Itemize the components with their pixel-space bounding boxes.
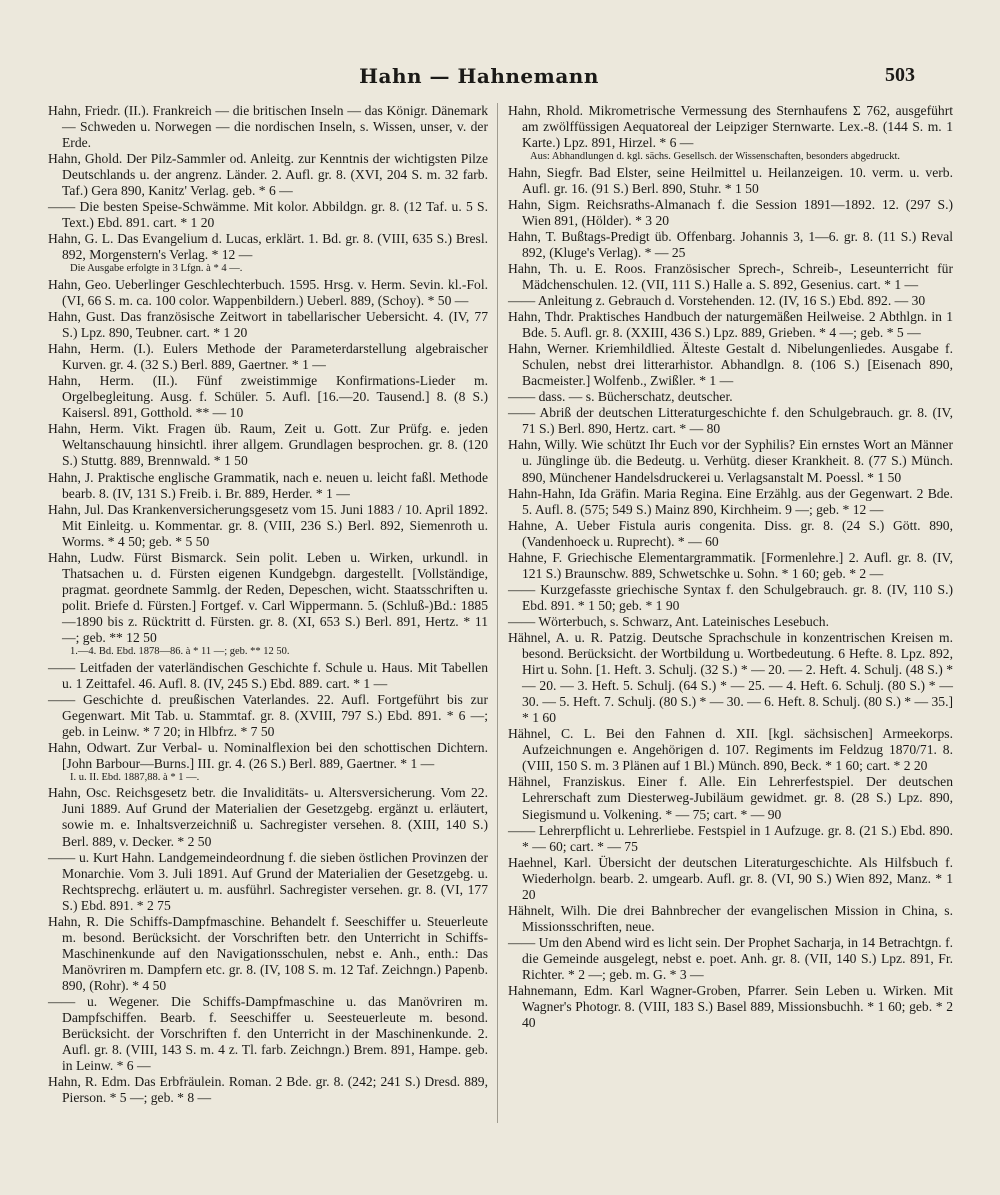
right-column xyxy=(508,103,953,1031)
bibliography-entry: Hahn, Odwart. Zur Verbal- u. Nominalflexion bei den schottischen Dichtern. [John Barbour—Burns.] III. gr. 4. (26 S.) Berl. 889, Gaertner. * 1 — xyxy=(48,739,488,771)
bibliography-entry: —— Wörterbuch, s. Schwarz, Ant. Lateinisches Lesebuch. xyxy=(508,613,829,629)
bibliography-entry: Hahn, Osc. Reichsgesetz betr. die Invaliditäts- u. Altersversicherung. Vom 22. Juni 1889. Auf Grund der Materialien der Gesetzgebg. ergänzt u. erläutert, sowie m. e. Inhaltsverzeichniß u. Sachregister versehen. 8. (XIII, 140 S.) Berl. 889, v. Decker. * 2 50 xyxy=(48,785,488,849)
bibliography-entry: Hähnel, C. L. Bei den Fahnen d. XII. [kgl. sächsischen] Armeekorps. Aufzeichnungen e. Angehörigen d. 107. Regiments im Feldzug 1870/71. 8. (VIII, 150 S. m. 3 Plänen auf 1 Bl.) Münch. 890, Beck. * 1 60; cart. * 2 20 xyxy=(508,726,953,774)
bibliography-entry: Hähnel, A. u. R. Patzig. Deutsche Sprachschule in konzentrischen Kreisen m. besond. Berücksicht. der Wortbildung u. Wortbedeutung. 6 Hefte. 8. Lpz. 892, Hirt u. Sohn. [1. Heft. 3. Schulj. (32 S.) * — 20. — 2. Heft. 4. Schulj. (48 S.) * — 20. — 3. Heft. 5. Schulj. (64 S.) * — 25. — 4. Heft. 6. Schulj. (80 S.) * — 30. — 5. Heft. 7. Schulj. (80 S.) * — 30. — 6. Heft. 8. Schulj. (80 S.) * — 35.] * 1 60 xyxy=(508,630,953,726)
bibliography-entry: Hahn, T. Bußtags-Predigt üb. Offenbarg. Johannis 3, 1—6. gr. 8. (11 S.) Reval 892, (Kluge's Verlag). * — 25 xyxy=(508,228,953,260)
left-column xyxy=(48,103,488,1106)
bibliography-note: Aus: Abhandlungen d. kgl. sächs. Gesellsch. der Wissenschaften, besonders abgedruckt. xyxy=(530,151,901,163)
column-divider xyxy=(497,103,498,1123)
running-title: Hahn — Hahnemann xyxy=(359,64,599,88)
bibliography-entry: Hahn, R. Edm. Das Erbfräulein. Roman. 2 Bde. gr. 8. (242; 241 S.) Dresd. 889, Pierson. * 5 —; geb. * 8 — xyxy=(48,1074,488,1106)
bibliography-entry: —— Abriß der deutschen Litteraturgeschichte f. den Schulgebrauch. gr. 8. (IV, 71 S.) Berl. 890, Hertz. cart. * — 80 xyxy=(508,405,953,437)
bibliography-entry: Hahn, Ludw. Fürst Bismarck. Sein polit. Leben u. Wirken, urkundl. in Thatsachen u. d. Fürsten eigenen Kundgebgn. dargestellt. [Vollständige, pragmat. geordnete Sammlg. der Reden, Depeschen, wicht. Staatsschriften u. polit. Briefe d. Fürsten.] Fortgef. v. Carl Wippermann. 5. (Schluß-)Bd.: 1885—1890 bis z. Rücktritt d. Fürsten. gr. 8. (XI, 653 S.) Berl. 891, Hertz. * 11 —; geb. ** 12 50 xyxy=(48,549,488,645)
bibliography-entry: Haehnel, Karl. Übersicht der deutschen Literaturgeschichte. Als Hilfsbuch f. Wiederholgn. bearb. 2. umgearb. Aufl. gr. 8. (VI, 90 S.) Wien 892, Manz. * 1 20 xyxy=(508,854,953,902)
bibliography-entry: Hahn, Gust. Das französische Zeitwort in tabellarischer Uebersicht. 4. (IV, 77 S.) Lpz. 890, Teubner. cart. * 1 20 xyxy=(48,309,488,341)
bibliography-entry: —— u. Kurt Hahn. Landgemeindeordnung f. die sieben östlichen Provinzen der Monarchie. Vom 3. Juli 1891. Auf Grund der Materialien der Gesetzgebg. u. Rechtsprechg. erläutert u. m. ausführl. Sachregister versehen. gr. 8. (VI, 177 S.) Ebd. 891. * 2 75 xyxy=(48,849,488,913)
bibliography-entry: Hahn, J. Praktische englische Grammatik, nach e. neuen u. leicht faßl. Methode bearb. 8. (IV, 131 S.) Freib. i. Br. 889, Herder. * 1 — xyxy=(48,469,488,501)
bibliography-entry: —— Geschichte d. preußischen Vaterlandes. 22. Aufl. Fortgeführt bis zur Gegenwart. Mit Tab. u. Stammtaf. gr. 8. (XVIII, 797 S.) Ebd. 891. * 6 —; geb. in Leinw. * 7 20; in Hlbfrz. * 7 50 xyxy=(48,691,488,739)
bibliography-entry: Hahn, Herm. (I.). Eulers Methode der Parameterdarstellung algebraischer Kurven. gr. 4. (32 S.) Berl. 889, Gaertner. * 1 — xyxy=(48,341,488,373)
bibliography-entry: Hahn, Friedr. (II.). Frankreich — die britischen Inseln — das Königr. Dänemark — Schweden u. Norwegen — die nordischen Inseln, s. Wissen, unser, v. der Erde. xyxy=(48,103,488,151)
bibliography-entry: Hahn, Willy. Wie schützt Ihr Euch vor der Syphilis? Ein ernstes Wort an Männer u. Jünglinge üb. die Bedeutg. u. Verhütg. dieser Krankheit. 8. (77 S.) Münch. 890, Münchener Handelsdruckerei u. Verlagsanstalt M. Poessl. * 1 50 xyxy=(508,437,953,485)
bibliography-entry: Hahn, Sigm. Reichsraths-Almanach f. die Session 1891—1892. 12. (297 S.) Wien 891, (Hölder). * 3 20 xyxy=(508,196,953,228)
bibliography-entry: Hahn, G. L. Das Evangelium d. Lucas, erklärt. 1. Bd. gr. 8. (VIII, 635 S.) Bresl. 892, Morgenstern's Verlag. * 12 — xyxy=(48,231,488,263)
bibliography-note: 1.—4. Bd. Ebd. 1878—86. à * 11 —; geb. ** 12 50. xyxy=(70,646,290,658)
bibliography-entry: Hahne, F. Griechische Elementargrammatik. [Formenlehre.] 2. Aufl. gr. 8. (IV, 121 S.) Braunschw. 889, Schwetschke u. Sohn. * 1 60; geb. * 2 — xyxy=(508,549,953,581)
bibliography-entry: —— Anleitung z. Gebrauch d. Vorstehenden. 12. (IV, 16 S.) Ebd. 892. — 30 xyxy=(508,293,926,309)
bibliography-entry: Hahn, Rhold. Mikrometrische Vermessung des Sternhaufens Σ 762, ausgeführt am zwölffüssigen Aequatoreal der Leipziger Sternwarte. Lex.-8. (144 S. m. 1 Karte.) Lpz. 891, Hirzel. * 6 — xyxy=(508,103,953,151)
bibliography-entry: Hahn, Siegfr. Bad Elster, seine Heilmittel u. Heilanzeigen. 10. verm. u. verb. Aufl. gr. 16. (91 S.) Berl. 890, Stuhr. * 1 50 xyxy=(508,164,953,196)
bibliography-entry: —— u. Wegener. Die Schiffs-Dampfmaschine u. das Manövriren m. Dampfschiffen. Bearb. f. Seeschiffer u. Seesteuerleute m. besond. Berücksicht. der Vorschriften f. den Unterricht in der Maschinenkunde. 2. Aufl. gr. 8. (VIII, 143 S. m. 4 z. Tl. farb. Zeichngn.) Brem. 891, Hampe. geb. in Leinw. * 6 — xyxy=(48,993,488,1074)
bibliography-entry: —— Um den Abend wird es licht sein. Der Prophet Sacharja, in 14 Betrachtgn. f. die Gemeinde ausgelegt, nebst e. poet. Anh. gr. 8. (VII, 140 S.) Lpz. 891, Fr. Richter. * 2 —; geb. m. G. * 3 — xyxy=(508,934,953,982)
bibliography-note: Die Ausgabe erfolgte in 3 Lfgn. à * 4 —. xyxy=(70,263,243,275)
bibliography-entry: Hahn-Hahn, Ida Gräfin. Maria Regina. Eine Erzählg. aus der Gegenwart. 2 Bde. 5. Aufl. 8. (575; 549 S.) Mainz 890, Kirchheim. 9 —; geb. * 12 — xyxy=(508,485,953,517)
bibliography-entry: —— Die besten Speise-Schwämme. Mit kolor. Abbildgn. gr. 8. (12 Taf. u. 5 S. Text.) Ebd. 891. cart. * 1 20 xyxy=(48,199,488,231)
bibliography-entry: Hähnel, Franziskus. Einer f. Alle. Ein Lehrerfestspiel. Der deutschen Lehrerschaft zum Diesterweg-Jubiläum gewidmet. gr. 8. (28 S.) Lpz. 890, Siegismund u. Volkening. * — 75; cart. * — 90 xyxy=(508,774,953,822)
bibliography-entry: Hahn, Thdr. Praktisches Handbuch der naturgemäßen Heilweise. 2 Abthlgn. in 1 Bde. 5. Aufl. gr. 8. (XXIII, 436 S.) Lpz. 889, Grieben. * 4 —; geb. * 5 — xyxy=(508,309,953,341)
bibliography-note: I. u. II. Ebd. 1887,88. à * 1 —. xyxy=(70,771,200,783)
bibliography-entry: Hahn, Herm. (II.). Fünf zweistimmige Konfirmations-Lieder m. Orgelbegleitung. Ausg. f. Schüler. 5. Aufl. [16.—20. Tausend.] 8. (8 S.) Kaisersl. 891, Gotthold. ** — 10 xyxy=(48,373,488,421)
bibliography-entry: Hähnelt, Wilh. Die drei Bahnbrecher der evangelischen Mission in China, s. Missionsschriften, neue. xyxy=(508,902,953,934)
bibliography-entry: Hahn, Geo. Ueberlinger Geschlechterbuch. 1595. Hrsg. v. Herm. Sevin. kl.-Fol. (VI, 66 S. m. ca. 100 color. Wappenbildern.) Ueberl. 889, (Schoy). * 50 — xyxy=(48,276,488,309)
bibliography-entry: Hahne, A. Ueber Fistula auris congenita. Diss. gr. 8. (24 S.) Gött. 890, (Vandenhoeck u. Ruprecht). * — 60 xyxy=(508,517,953,549)
bibliography-entry: Hahn, Jul. Das Krankenversicherungsgesetz vom 15. Juni 1883 / 10. April 1892. Mit Einleitg. u. Kommentar. gr. 8. (VIII, 236 S.) Berl. 892, Siemenroth u. Worms. * 4 50; geb. * 5 50 xyxy=(48,501,488,549)
bibliography-entry: Hahnemann, Edm. Karl Wagner-Groben, Pfarrer. Sein Leben u. Wirken. Mit Wagner's Photogr. 8. (VIII, 183 S.) Basel 889, Missionsbuchh. * 1 60; geb. * 2 40 xyxy=(508,983,953,1031)
bibliography-entry: Hahn, Werner. Kriemhildlied. Älteste Gestalt d. Nibelungenliedes. Ausgabe f. Schulen, nebst drei litterarhistor. Abhandlgn. 8. (106 S.) [Eisenach 890, Bacmeister.] Wolfenb., Zwißler. * 1 — xyxy=(508,341,953,389)
bibliography-entry: —— Leitfaden der vaterländischen Geschichte f. Schule u. Haus. Mit Tabellen u. 1 Zeittafel. 46. Aufl. 8. (IV, 245 S.) Ebd. 889. cart. * 1 — xyxy=(48,659,488,691)
page-number: 503 xyxy=(885,64,915,86)
running-header xyxy=(48,64,915,94)
bibliography-entry: Hahn, R. Die Schiffs-Dampfmaschine. Behandelt f. Seeschiffer u. Steuerleute m. besond. Berücksicht. der Vorschriften betr. den Unterricht in Schiffs-Maschinenkunde auf den Navigationsschulen, nebst e. Anh., enth.: Das Manövriren m. Dampfern etc. gr. 8. (IV, 108 S. m. 12 Taf. Zeichngn.) Papenb. 890, (Rohr). * 4 50 xyxy=(48,913,488,993)
bibliography-entry: —— Lehrerpflicht u. Lehrerliebe. Festspiel in 1 Aufzuge. gr. 8. (21 S.) Ebd. 890. * — 60; cart. * — 75 xyxy=(508,822,953,854)
bibliography-entry: Hahn, Ghold. Der Pilz-Sammler od. Anleitg. zur Kenntnis der wichtigsten Pilze Deutschlands u. der angrenz. Länder. 2. Aufl. gr. 8. (XVI, 204 S. m. 32 farb. Taf.) Gera 890, Kanitz' Verlag. geb. * 6 — xyxy=(48,151,488,199)
bibliography-entry: Hahn, Th. u. E. Roos. Französischer Sprech-, Schreib-, Leseunterricht für Mädchenschulen. 12. (VII, 111 S.) Halle a. S. 892, Gesenius. cart. * 1 — xyxy=(508,260,953,292)
bibliography-entry: —— dass. — s. Bücherschatz, deutscher. xyxy=(508,389,733,405)
bibliography-entry: —— Kurzgefasste griechische Syntax f. den Schulgebrauch. gr. 8. (IV, 110 S.) Ebd. 891. * 1 50; geb. * 1 90 xyxy=(508,581,953,613)
bibliography-entry: Hahn, Herm. Vikt. Fragen üb. Raum, Zeit u. Gott. Zur Prüfg. e. jeden Weltanschauung hinsichtl. ihrer allgem. Grundlagen besprochen. gr. 8. (120 S.) Stuttg. 889, Brennwald. * 1 50 xyxy=(48,421,488,469)
